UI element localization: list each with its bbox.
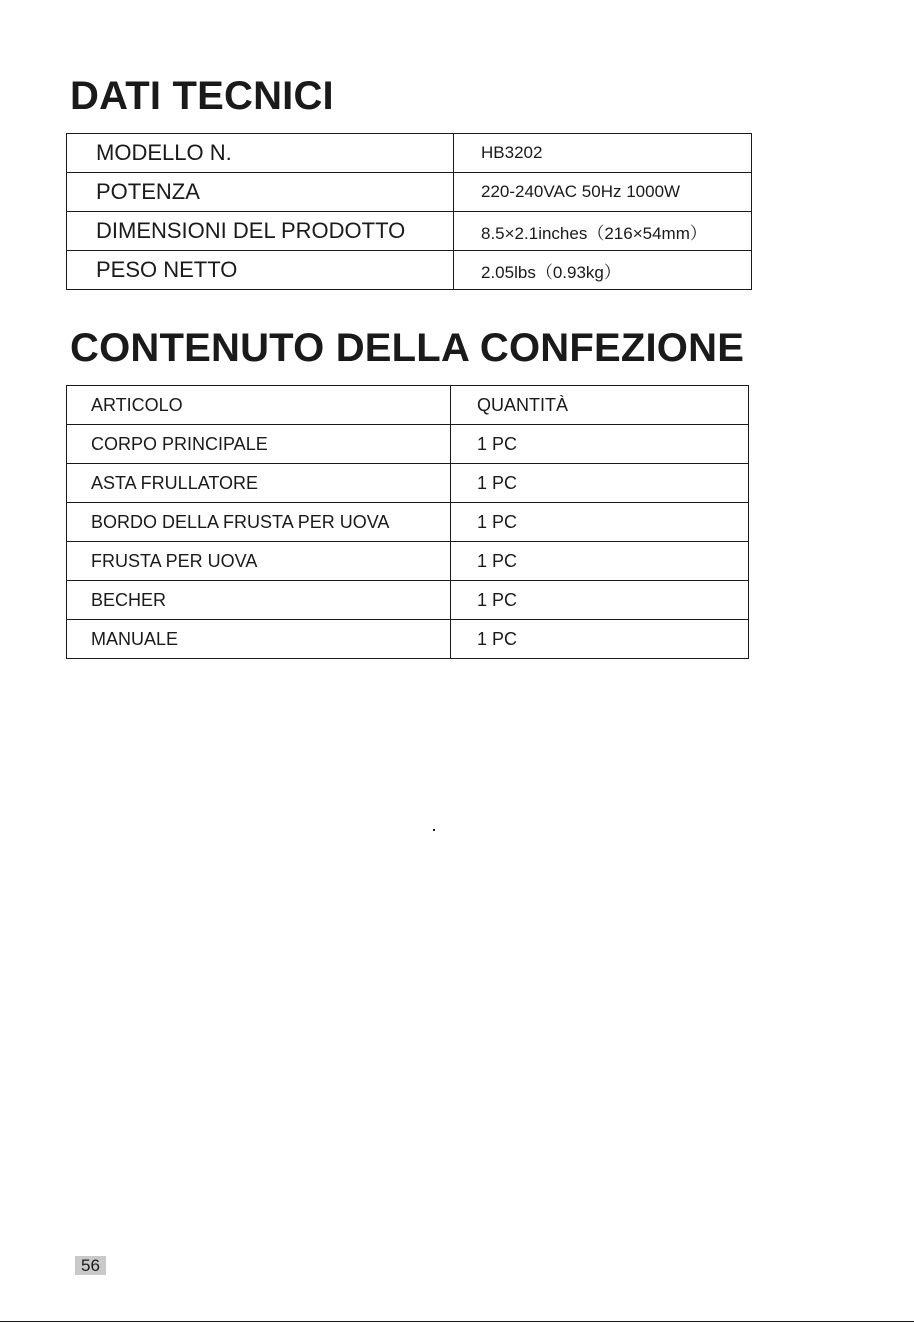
table-row — [67, 425, 749, 464]
package-contents-table — [66, 385, 749, 659]
table-row — [67, 503, 749, 542]
power-value: 220-240VAC 50Hz 1000W — [454, 173, 752, 212]
item-name: MANUALE — [67, 620, 451, 659]
table-row — [67, 464, 749, 503]
table-row — [67, 173, 752, 212]
item-quantity: 1 PC — [451, 425, 749, 464]
item-name: BECHER — [67, 581, 451, 620]
quantity-column-header: QUANTITÀ — [451, 386, 749, 425]
table-row — [67, 134, 752, 173]
table-row — [67, 251, 752, 290]
package-contents-title: CONTENUTO DELLA CONFEZIONE — [70, 326, 745, 370]
item-name: ASTA FRULLATORE — [67, 464, 451, 503]
item-quantity: 1 PC — [451, 542, 749, 581]
model-label: MODELLO N. — [67, 134, 454, 173]
dimensions-value: 8.5×2.1inches（216×54mm） — [454, 212, 752, 251]
item-name: BORDO DELLA FRUSTA PER UOVA — [67, 503, 451, 542]
stray-dot — [433, 829, 435, 831]
page-number: 56 — [75, 1256, 106, 1275]
item-quantity: 1 PC — [451, 503, 749, 542]
bottom-divider — [0, 1321, 914, 1322]
net-weight-label: PESO NETTO — [67, 251, 454, 290]
table-header-row — [67, 386, 749, 425]
item-quantity: 1 PC — [451, 581, 749, 620]
table-row — [67, 620, 749, 659]
table-row — [67, 542, 749, 581]
item-quantity: 1 PC — [451, 620, 749, 659]
dimensions-label: DIMENSIONI DEL PRODOTTO — [67, 212, 454, 251]
item-name: FRUSTA PER UOVA — [67, 542, 451, 581]
net-weight-value: 2.05lbs（0.93kg） — [454, 251, 752, 290]
technical-data-title: DATI TECNICI — [70, 74, 334, 118]
table-row — [67, 581, 749, 620]
table-row — [67, 212, 752, 251]
model-value: HB3202 — [454, 134, 752, 173]
technical-data-table — [66, 133, 752, 290]
power-label: POTENZA — [67, 173, 454, 212]
item-quantity: 1 PC — [451, 464, 749, 503]
item-name: CORPO PRINCIPALE — [67, 425, 451, 464]
item-column-header: ARTICOLO — [67, 386, 451, 425]
